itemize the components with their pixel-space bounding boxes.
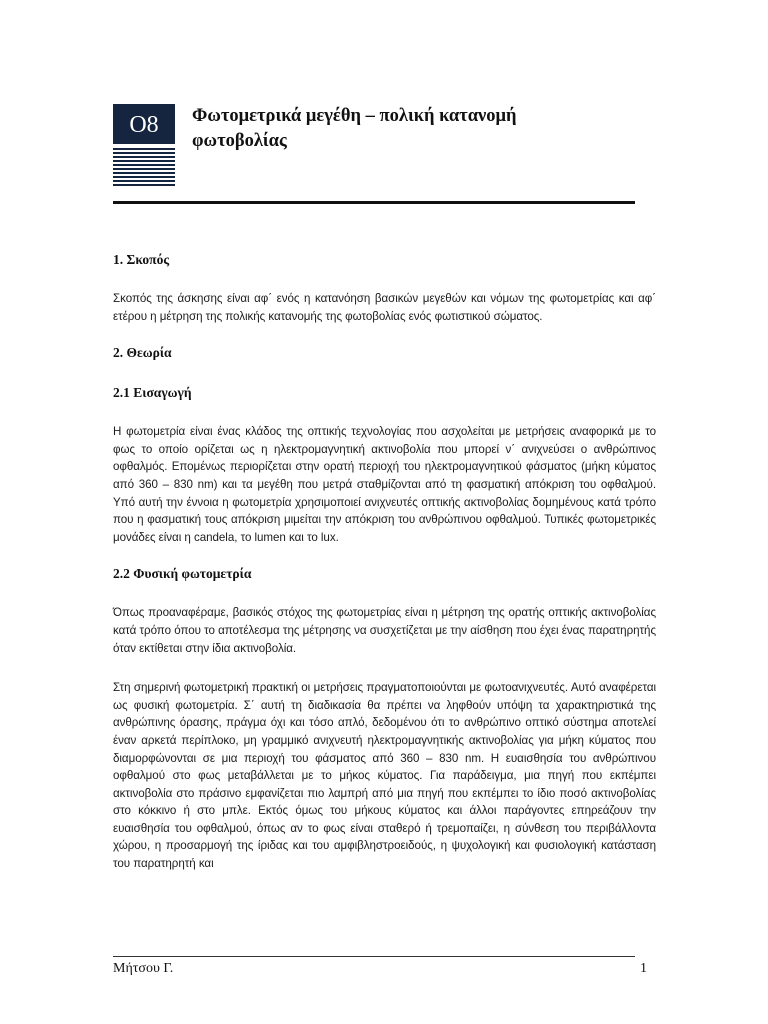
document-title	[192, 104, 612, 154]
page-number: 1	[640, 961, 647, 976]
section-heading-theory: 2. Θεωρία	[113, 345, 172, 361]
chapter-badge	[113, 104, 175, 204]
paragraph-purpose: Σκοπός της άσκησης είναι αφ΄ ενός η κατανόηση βασικών μεγεθών και νόμων της φωτομετρίας και αφ΄ ετέρου η μέτρηση της πολικής κατανομής της φωτοβολίας ενός φωτιστικού σώματος.	[113, 292, 656, 323]
subsection-heading-physical-photometry: 2.2 Φυσική φωτομετρία	[113, 566, 252, 582]
footer-author: Μήτσου Γ.	[113, 961, 174, 976]
paragraph-introduction: Η φωτομετρία είναι ένας κλάδος της οπτικής τεχνολογίας που ασχολείται με μετρήσεις αναφορικά με το φως το οποίο ορίζεται ως η ηλεκτρομαγνητική ακτινοβολία που μπορεί ν΄ ανιχνεύσει ο ανθρώπινος οφθαλμός. Επομένως περιορίζεται στην ορατή περιοχή του ηλεκτρομαγνητικού φάσματος (μήκη κύματος από 360 – 830 nm) και τα μεγέθη που μετρά σταθμίζονται από τη φασματική απόκριση του οφθαλμού. Υπό αυτή την έννοια η φωτομετρία χρησιμοποιεί ανιχνευτές οπτικής ακτινοβολίας δομημένους κατά τρόπο που η φασματική τους απόκριση μιμείται την απόκριση του ανθρώπινου οφθαλμού. Τυπικές φωτομετρικές μονάδες είναι η candela, το lumen και το lux.	[113, 425, 656, 544]
subsection-heading-introduction: 2.1 Εισαγωγή	[113, 385, 192, 401]
footer-divider	[113, 956, 635, 957]
paragraph-physical-photometry-2: Στη σημερινή φωτομετρική πρακτική οι μετρήσεις πραγματοποιούνται με φωτοανιχνευτές. Αυτό αναφέρεται ως φυσική φωτομετρία. Σ΄ αυτή τη διαδικασία θα πρέπει να ληφθούν υπόψη τα χαρακτηριστικά της ανθρώπινης όρασης, πράγμα όχι και τόσο απλό, δεδομένου ότι το ανθρώπινο οπτικό σύστημα αποτελεί έναν αρκετά περίπλοκο, μη γραμμικό ανιχνευτή ηλεκτρομαγνητικής ακτινοβολίας για μήκη κύματος που διαμορφώνονται σε μια περιοχή του φάσματος από 360 – 830 nm. Η ευαισθησία του ανθρώπινου οφθαλμού στο φως μεταβάλλεται με το μήκος κύματος. Για παράδειγμα, μια πηγή που εκπέμπει ακτινοβολία στο πράσινο εμφανίζεται πιο λαμπρή από μια πηγή που εκπέμπει το ίδιο ποσό ακτινοβολίας στο κόκκινο ή στο μπλε. Εκτός όμως του μήκους κύματος και άλλοι παράγοντες επηρεάζουν την ευαισθησία του οφθαλμού, όπως αν το φως είναι σταθερό ή τρεμοπαίζει, η σύνθεση του περιβάλλοντα χώρου, η προσαρμογή της ίριδας και του αμφιβληστροειδούς, η ψυχολογική και φυσιολογική κατάσταση του παρατηρητή και	[113, 681, 656, 871]
document-body	[113, 250, 656, 873]
section-heading-purpose: 1. Σκοπός	[113, 252, 170, 267]
paragraph-physical-photometry-1: Όπως προαναφέραμε, βασικός στόχος της φωτομετρίας είναι η μέτρηση της ορατής οπτικής ακτινοβολίας κατά τρόπο όπου το αποτέλεσμα της μέτρησης να συσχετίζεται με την αίσθηση που έχει ένας παρατηρητής όταν εκτίθεται στην ίδια ακτινοβολία.	[113, 606, 656, 655]
document-title-line2: φωτοβολίας	[192, 131, 287, 151]
chapter-badge-stripes	[113, 148, 175, 188]
document-title-line1: Φωτομετρικά μεγέθη – πολική κατανομή	[192, 106, 517, 126]
title-divider	[113, 201, 635, 204]
chapter-number: O8	[113, 104, 175, 144]
